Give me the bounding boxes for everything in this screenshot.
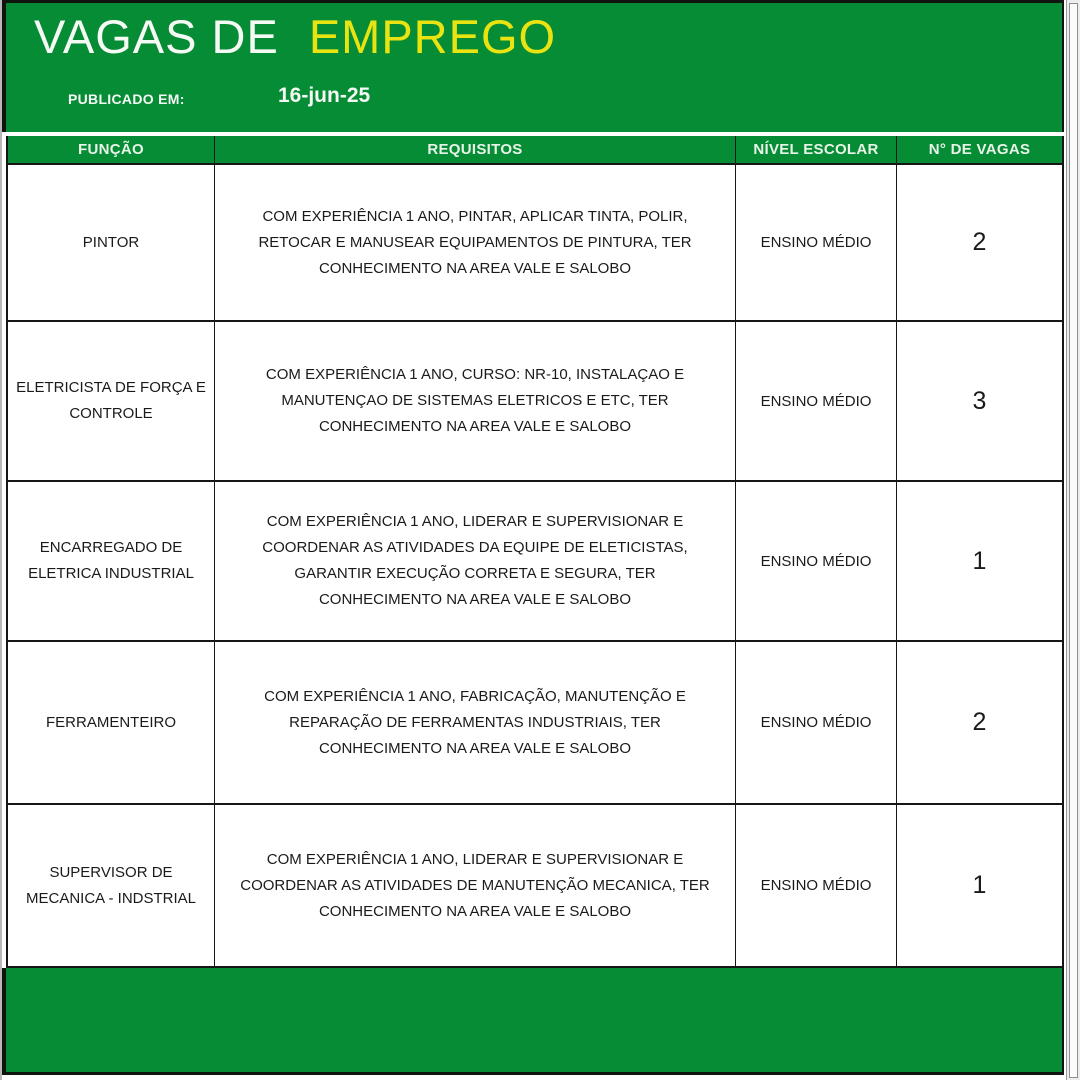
column-header-requisitos: REQUISITOS bbox=[214, 136, 735, 163]
scrollbar-track[interactable] bbox=[1066, 0, 1080, 1080]
cell-nivel-escolar: ENSINO MÉDIO bbox=[735, 642, 896, 803]
cell-nivel-escolar: ENSINO MÉDIO bbox=[735, 165, 896, 320]
column-header-funcao: FUNÇÃO bbox=[78, 141, 144, 158]
published-label: PUBLICADO EM: bbox=[68, 91, 185, 107]
table-row bbox=[8, 642, 1062, 805]
cell-requisitos: COM EXPERIÊNCIA 1 ANO, LIDERAR E SUPERVISIONAR E COORDENAR AS ATIVIDADES DA EQUIPE DE ELETICISTAS, GARANTIR EXECUÇÃO CORRETA E SEGURA, TER CONHECIMENTO NA AREA VALE E SALOBO bbox=[214, 482, 735, 640]
cell-n-de-vagas: 1 bbox=[896, 805, 1062, 966]
cell-requisitos: COM EXPERIÊNCIA 1 ANO, CURSO: NR-10, INSTALAÇAO E MANUTENÇAO DE SISTEMAS ELETRICOS E ETC, TER CONHECIMENTO NA AREA VALE E SALOBO bbox=[214, 322, 735, 480]
table-row bbox=[8, 165, 1062, 322]
cell-funcao: ELETRICISTA DE FORÇA E CONTROLE bbox=[16, 379, 206, 422]
cell-n-de-vagas: 2 bbox=[896, 165, 1062, 320]
table-row bbox=[8, 805, 1062, 968]
page-title-white: VAGAS DE bbox=[34, 10, 279, 63]
column-header-n-de-vagas: N° DE VAGAS bbox=[896, 136, 1062, 163]
page-title bbox=[34, 11, 556, 63]
table-header-row bbox=[8, 136, 1062, 165]
cell-funcao: SUPERVISOR DE MECANICA - INDSTRIAL bbox=[25, 863, 197, 907]
cell-nivel-escolar: ENSINO MÉDIO bbox=[735, 482, 896, 640]
title-banner bbox=[2, 0, 1064, 132]
cell-requisitos: COM EXPERIÊNCIA 1 ANO, FABRICAÇÃO, MANUTENÇÃO E REPARAÇÃO DE FERRAMENTAS INDUSTRIAIS, TER CONHECIMENTO NA AREA VALE E SALOBO bbox=[214, 642, 735, 803]
column-header-nivel-escolar: NÍVEL ESCOLAR bbox=[735, 136, 896, 163]
cell-funcao: PINTOR bbox=[82, 233, 140, 251]
scrollbar-thumb[interactable] bbox=[1069, 3, 1078, 1078]
cell-n-de-vagas: 2 bbox=[896, 642, 1062, 803]
sheet bbox=[2, 0, 1064, 1080]
cell-requisitos: COM EXPERIÊNCIA 1 ANO, LIDERAR E SUPERVISIONAR E COORDENAR AS ATIVIDADES DE MANUTENÇÃO MECANICA, TER CONHECIMENTO NA AREA VALE E SALOBO bbox=[214, 805, 735, 966]
cell-funcao: ENCARREGADO DE ELETRICA INDUSTRIAL bbox=[28, 539, 194, 582]
table-row bbox=[8, 322, 1062, 482]
vacancies-table bbox=[6, 136, 1064, 968]
page-title-yellow: EMPREGO bbox=[308, 10, 557, 63]
cell-funcao: FERRAMENTEIRO bbox=[45, 713, 176, 731]
footer-banner bbox=[2, 968, 1064, 1075]
table-body bbox=[8, 165, 1062, 968]
cell-n-de-vagas: 3 bbox=[896, 322, 1062, 480]
table-row bbox=[8, 482, 1062, 642]
cell-nivel-escolar: ENSINO MÉDIO bbox=[735, 322, 896, 480]
cell-n-de-vagas: 1 bbox=[896, 482, 1062, 640]
published-date: 16-jun-25 bbox=[278, 84, 371, 107]
cell-nivel-escolar: ENSINO MÉDIO bbox=[735, 805, 896, 966]
cell-requisitos: COM EXPERIÊNCIA 1 ANO, PINTAR, APLICAR TINTA, POLIR, RETOCAR E MANUSEAR EQUIPAMENTOS DE PINTURA, TER CONHECIMENTO NA AREA VALE E SALOBO bbox=[214, 165, 735, 320]
